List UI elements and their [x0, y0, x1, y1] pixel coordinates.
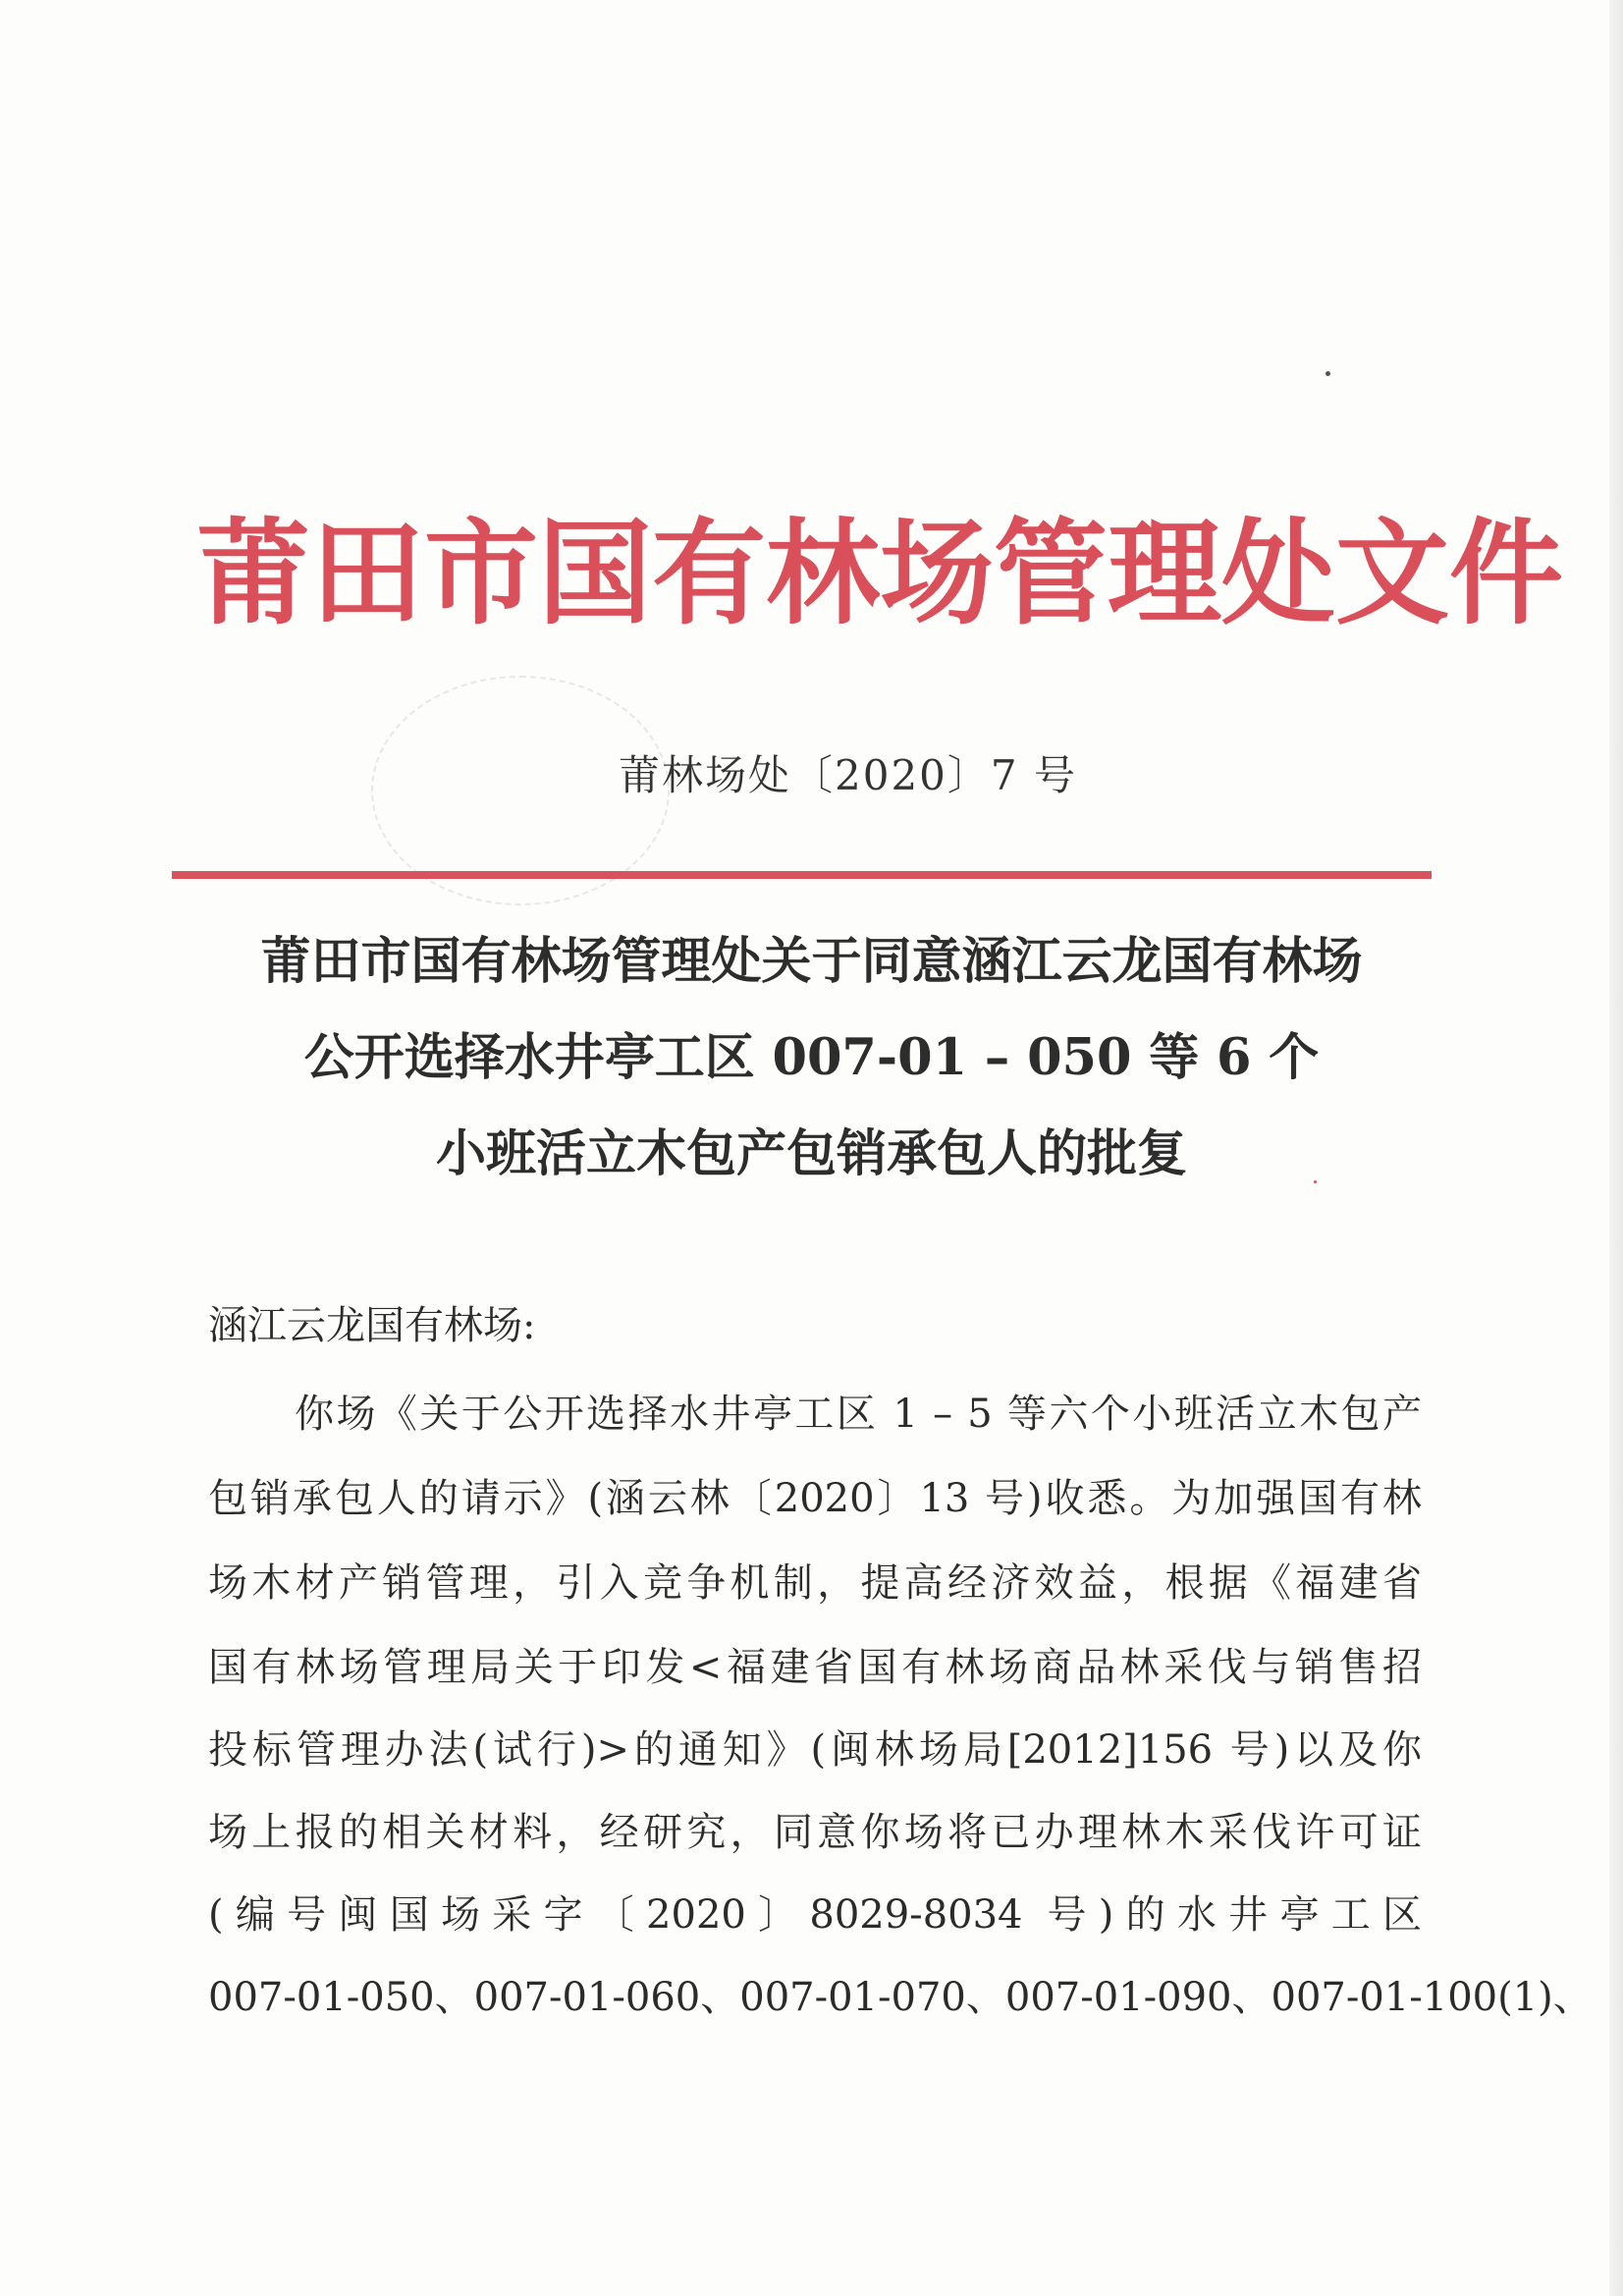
body-line-5: 投标管理办法(试行)>的通知》(闽林场局[2012]156 号)以及你	[208, 1727, 1422, 1773]
scan-speck	[1325, 371, 1330, 376]
subject-line-2: 公开选择水井亭工区 007-01 – 050 等 6 个	[303, 1028, 1320, 1087]
document-subject	[147, 913, 1476, 1202]
red-separator-rule	[172, 871, 1432, 879]
body-line-2: 包销承包人的请示》(涵云林〔2020〕13 号)收悉。为加强国有林	[208, 1476, 1422, 1521]
scan-speck	[1314, 1180, 1317, 1183]
scan-edge	[1609, 0, 1623, 2296]
document-number: 莆林场处〔2020〕7 号	[619, 751, 1077, 799]
body-line-3: 场木材产销管理，引入竞争机制，提高经济效益，根据《福建省	[208, 1560, 1422, 1606]
salutation: 涵江云龙国有林场:	[208, 1303, 536, 1348]
body-line-4: 国有林场管理局关于印发<福建省国有林场商品林采伐与销售招	[208, 1645, 1422, 1690]
subject-line-3: 小班活立木包产包销承包人的批复	[435, 1124, 1187, 1183]
issuing-organization-title: 莆田市国有林场管理处文件	[196, 508, 1563, 640]
body-line-7: (编号闽国场采字〔2020〕8029-8034 号)的水井亭工区	[208, 1892, 1422, 1938]
body-line-1: 你场《关于公开选择水井亭工区 1 – 5 等六个小班活立木包产	[295, 1392, 1422, 1437]
body-line-6: 场上报的相关材料，经研究，同意你场将已办理林木采伐许可证	[208, 1810, 1422, 1855]
subject-line-1: 莆田市国有林场管理处关于同意涵江云龙国有林场	[260, 932, 1363, 991]
body-line-8: 007-01-050、007-01-060、007-01-070、007-01-090、007-01-100(1)、	[208, 1975, 1593, 2020]
